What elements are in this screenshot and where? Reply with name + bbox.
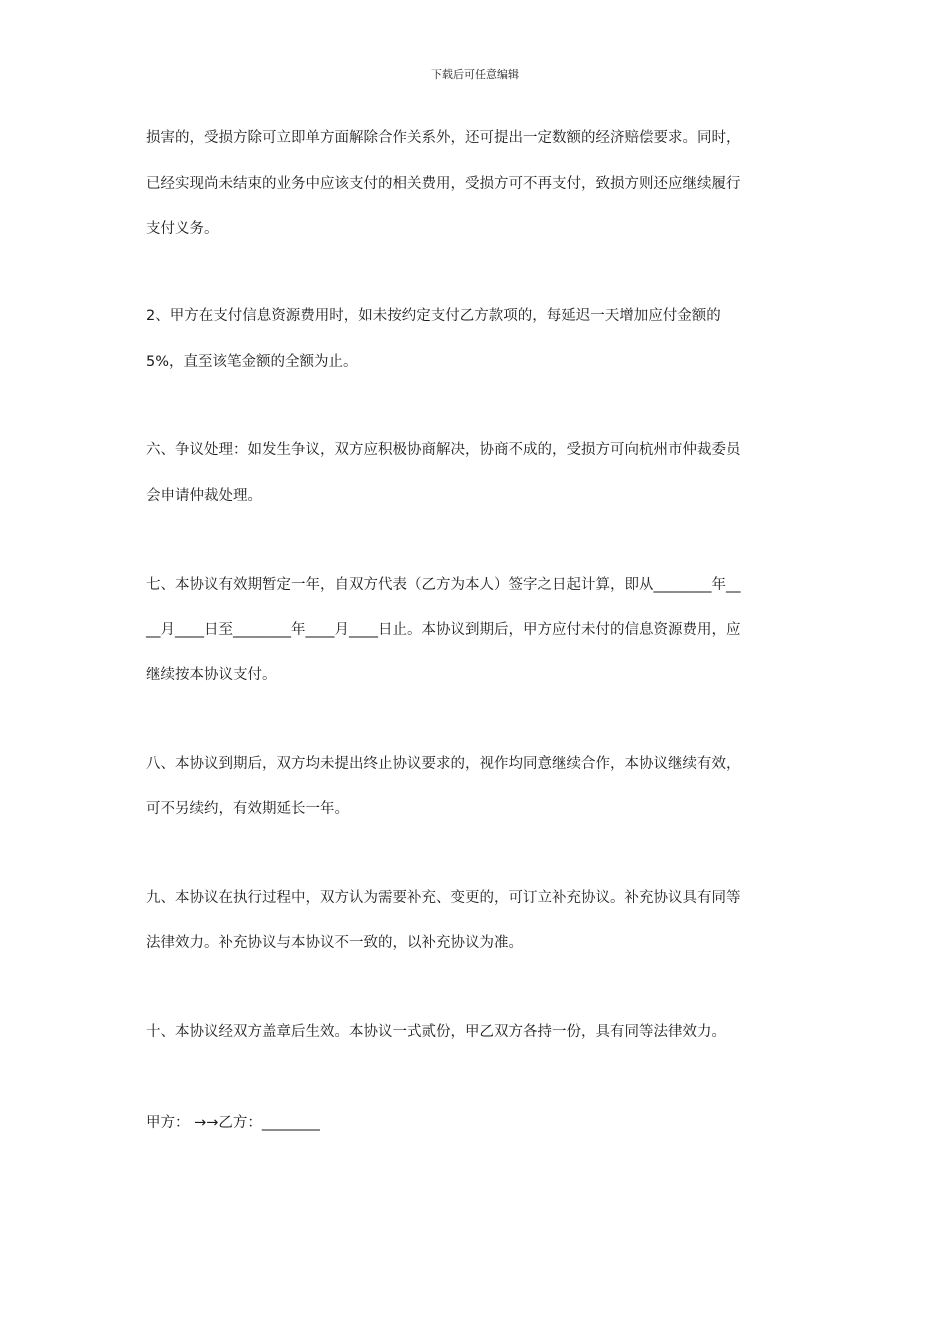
paragraph-line: 5%，直至该笔金额的全额为止。 — [146, 354, 358, 370]
paragraph-line: 六、争议处理：如发生争议，双方应积极协商解决，协商不成的，受损方可向杭州市仲裁委员 — [146, 442, 741, 458]
paragraph-line: __月____日至________年____月____日止。本协议到期后，甲方应付未付的信息资源费用，应 — [146, 622, 741, 638]
paragraph-line: 继续按本协议支付。 — [146, 667, 277, 683]
paragraph-line: 法律效力。补充协议与本协议不一致的，以补充协议为准。 — [146, 935, 523, 951]
paragraph-line: 可不另续约，有效期延长一年。 — [146, 801, 349, 817]
paragraph-line: 支付义务。 — [146, 221, 219, 237]
header-note: 下载后可任意编辑 — [431, 68, 519, 81]
paragraph-line: 会申请仲裁处理。 — [146, 488, 262, 504]
paragraph-line: 八、本协议到期后，双方均未提出终止协议要求的，视作均同意继续合作，本协议继续有效， — [146, 756, 741, 772]
paragraph-line: 七、本协议有效期暂定一年，自双方代表（乙方为本人）签字之日起计算，即从________年__ — [146, 577, 741, 593]
paragraph-line: 损害的，受损方除可立即单方面解除合作关系外，还可提出一定数额的经济赔偿要求。同时， — [146, 130, 741, 146]
signature-line: 甲方： →→乙方：________ — [146, 1115, 320, 1131]
paragraph-line: 已经实现尚未结束的业务中应该支付的相关费用，受损方可不再支付，致损方则还应继续履行 — [146, 176, 741, 192]
paragraph-line: 十、本协议经双方盖章后生效。本协议一式贰份，甲乙双方各持一份，具有同等法律效力。 — [146, 1024, 726, 1040]
paragraph-line: 九、本协议在执行过程中，双方认为需要补充、变更的，可订立补充协议。补充协议具有同等 — [146, 890, 741, 906]
paragraph-line: 2、甲方在支付信息资源费用时，如未按约定支付乙方款项的，每延迟一天增加应付金额的 — [146, 308, 721, 324]
